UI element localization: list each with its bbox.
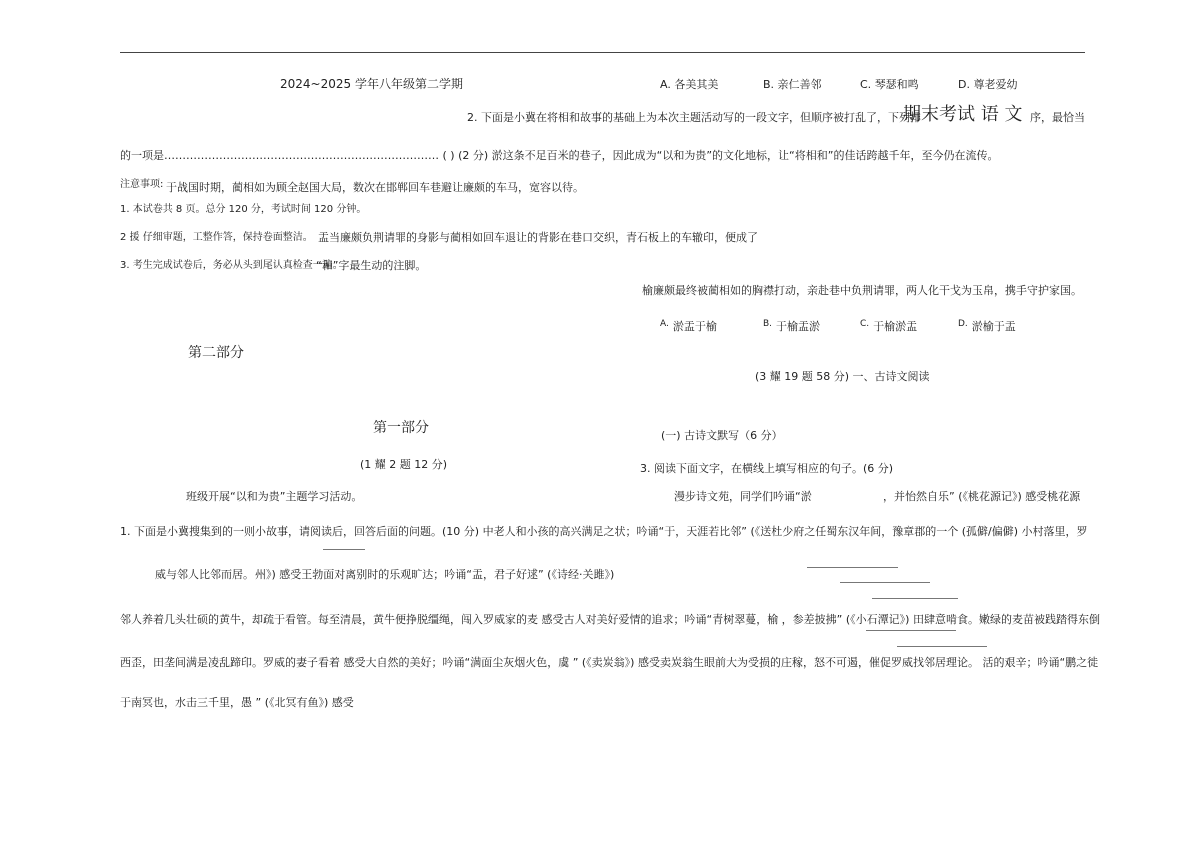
option-text: 亲仁善邻: [777, 78, 822, 91]
answer-blank[interactable]: [866, 630, 956, 631]
option-text: 琴瑟和鸣: [874, 78, 919, 91]
option-label: D.: [958, 78, 970, 91]
option-label: B.: [763, 319, 773, 329]
notes-line2b: 盂当廉颇负荆请罪的身影与蔺相如回车退让的背影在巷口交织，青石板上的车辙印，便成了: [318, 231, 758, 244]
answer-blank[interactable]: [807, 567, 898, 568]
notes-label: 注意事项:: [120, 179, 164, 190]
notes-line0: 于战国时期，蔺相如为顾全赵国大局，数次在邯郸回车巷避让廉颇的车马，宽容以待。: [166, 181, 584, 194]
option-label: A.: [660, 319, 669, 329]
part1-heading: 第一部分: [373, 420, 429, 436]
part2-heading: 第二部分: [188, 345, 244, 361]
body-line4: 西歪，田垄间满是凌乱蹄印。罗威的妻子看着 感受大自然的美好；吟诵“满面尘灰烟火色，虞 ” (《卖炭翁》) 感受卖炭翁生眼前大为受损的庄稼，怒不可遏，催促罗威找邻居理论。 活的艰辛；吟诵“鹏之徙: [120, 656, 1099, 669]
poem-line1a: 漫步诗文苑，同学们吟诵“淤: [674, 490, 812, 503]
poem-line1b: ，并怡然自乐” (《桃花源记》) 感受桃花源: [883, 490, 1081, 503]
option-label: C.: [860, 78, 872, 91]
body-line5: 于南冥也，水击三千里，愚 ” (《北冥有鱼》) 感受: [120, 696, 354, 709]
order-option-a: [660, 320, 717, 332]
answer-blank[interactable]: [897, 646, 987, 647]
q2-line2: 的一项是………………………………………………………………… ( ) (2 分) 淤这条不足百米的巷子，因此成为“以和为贵”的文化地标，让“将相和”的佳话跨越千年，至今仍在流传。: [120, 149, 999, 162]
notes-line1: 1. 本试卷共 8 页。总分 120 分，考试时间 120 分钟。: [120, 204, 367, 215]
option-text: 淤盂于榆: [672, 320, 717, 333]
notes-line2a: 2 援 仔细审题，工整作答，保持卷面整洁。: [120, 232, 313, 243]
option-label: B.: [763, 78, 775, 91]
exam-title: 期末考试 语 文: [903, 104, 1023, 125]
answer-blank[interactable]: [840, 582, 930, 583]
order-option-b: [763, 320, 820, 332]
body-line3: 邻人养着几头壮硕的黄牛，却疏于看管。每至清晨，黄牛便挣脱缰绳，闯入罗威家的麦 感受古人对美好爱情的追求；吟诵“青树翠蔓，榆 ，参差披拂” (《小石潭记》) 田肆意啃食。嫩绿的麦苗被践踏得东倒: [120, 613, 1100, 626]
option-text: 于榆盂淤: [776, 320, 821, 333]
order-option-d: [958, 320, 1016, 332]
part2-info: (3 耀 19 题 58 分) 一、古诗文阅读: [755, 370, 930, 383]
q2-option-b: [763, 79, 822, 90]
top-rule: [120, 52, 1085, 53]
body-line2a: 威与邻人比邻而居。: [155, 568, 254, 581]
body-line2b: 州》) 感受王勃面对离别时的乐观旷达；吟诵“盂，君子好逑” (《诗经·关雎》): [255, 568, 615, 581]
option-label: A.: [660, 78, 671, 91]
q2-intro-part1: 2. 下面是小冀在将相和故事的基础上为本次主题活动写的一段文字，但顺序被打乱了，下列排: [467, 111, 921, 124]
q2-option-c: [860, 79, 919, 90]
q3-instruction: 3. 阅读下面文字，在横线上填写相应的句子。(6 分): [640, 462, 894, 475]
activity-line: 班级开展“以和为贵”主题学习活动。: [186, 490, 363, 503]
q2-intro-part2: 序，最恰当: [1030, 111, 1085, 124]
right-paragraph: 榆廉颇最终被蔺相如的胸襟打动，亲赴巷中负荆请罪，两人化干戈为玉帛，携手守护家国。: [642, 284, 1082, 297]
option-text: 各美其美: [674, 78, 719, 91]
q2-option-a: [660, 79, 718, 90]
body-line1: 1. 下面是小冀搜集到的一则小故事，请阅读后，回答后面的问题。(10 分) 中老人和小孩的高兴满足之状；吟诵“于，天涯若比邻” (《送杜少府之任蜀东汉年间，豫章郡的一个 (孤僻/偏僻) 小村落里，罗: [120, 525, 1088, 538]
answer-blank[interactable]: [872, 598, 958, 599]
notes-line3b: “和”字最生动的注脚。: [316, 259, 427, 272]
term-title: 2024~2025 学年八年级第二学期: [280, 77, 463, 91]
option-label: C.: [860, 319, 870, 329]
answer-blank[interactable]: [323, 549, 365, 550]
order-option-c: [860, 320, 917, 332]
option-text: 淤榆于盂: [971, 320, 1016, 333]
option-label: D.: [958, 319, 968, 329]
part1-info: (1 耀 2 题 12 分): [360, 458, 448, 471]
notes-line3a: 3. 考生完成试卷后，务必从头到尾认真检查一遍。: [120, 260, 343, 271]
option-text: 于榆淤盂: [873, 320, 918, 333]
poetry-subsection: (一) 古诗文默写（6 分）: [661, 429, 783, 442]
option-text: 尊老爱幼: [973, 78, 1018, 91]
q2-option-d: [958, 79, 1017, 90]
